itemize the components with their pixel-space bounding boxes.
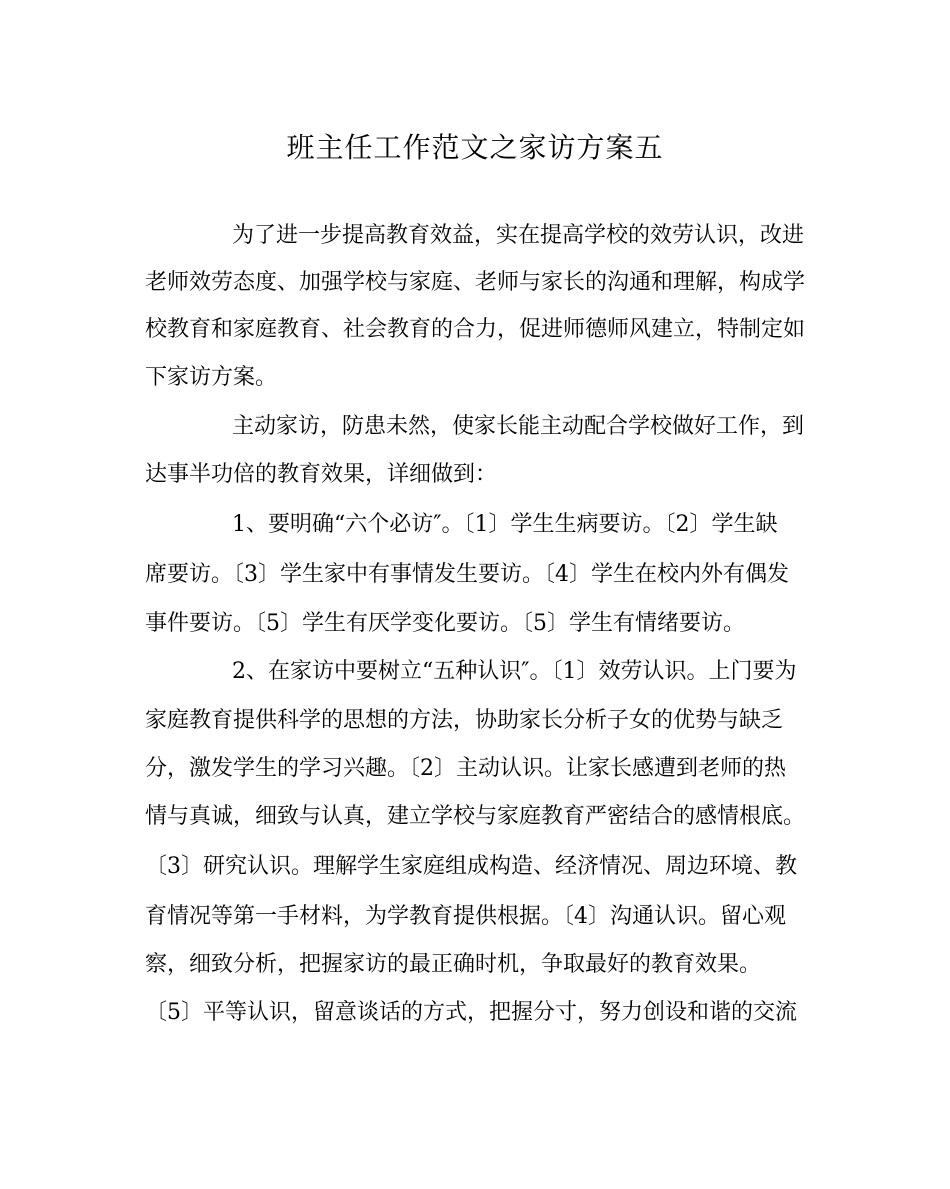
- paragraph-line: 〔5〕平等认识，留意谈话的方式，把握分寸，努力创设和谐的交流: [145, 1000, 797, 1025]
- document-title: 班主任工作范文之家访方案五: [286, 131, 664, 164]
- paragraph-line: 〔3〕研究认识。理解学生家庭组成构造、经济情况、周边环境、教: [145, 854, 797, 879]
- paragraph-line: 校教育和家庭教育、社会教育的合力，促进师德师风建立，特制定如: [145, 317, 806, 342]
- paragraph-line: 家庭教育提供科学的思想的方法，协助家长分析子女的优势与缺乏: [145, 708, 784, 733]
- paragraph-line: 老师效劳态度、加强学校与家庭、老师与家长的沟通和理解，构成学: [145, 270, 806, 295]
- paragraph-line: 事件要访。〔5〕学生有厌学变化要访。〔5〕学生有情绪要访。: [145, 611, 745, 636]
- paragraph-line: 情与真诚，细致与认真，建立学校与家庭教育严密结合的感情根底。: [145, 804, 806, 829]
- paragraph-line: 主动家访，防患未然，使家长能主动配合学校做好工作，到: [232, 414, 805, 439]
- paragraph-line: 1、要明确“六个必访″。〔1〕学生生病要访。〔2〕学生缺: [232, 512, 778, 537]
- paragraph-line: 分，激发学生的学习兴趣。〔2〕主动认识。让家长感遭到老师的热: [145, 756, 786, 781]
- paragraph-line: 察，细致分析，把握家访的最正确时机，争取最好的教育效果。: [145, 952, 762, 977]
- paragraph-line: 下家访方案。: [145, 365, 278, 390]
- paragraph-line: 2、在家访中要树立“五种认识″。〔1〕效劳认识。上门要为: [232, 659, 797, 684]
- paragraph-line: 席要访。〔3〕学生家中有事情发生要访。〔4〕学生在校内外有偶发: [145, 562, 789, 587]
- paragraph-line: 为了进一步提高教育效益，实在提高学校的效劳认识，改进: [232, 223, 805, 248]
- paragraph-line: 达事半功倍的教育效果，详细做到：: [145, 462, 498, 487]
- paragraph-line: 育情况等第一手材料，为学教育提供根据。〔4〕沟通认识。留心观: [145, 904, 786, 929]
